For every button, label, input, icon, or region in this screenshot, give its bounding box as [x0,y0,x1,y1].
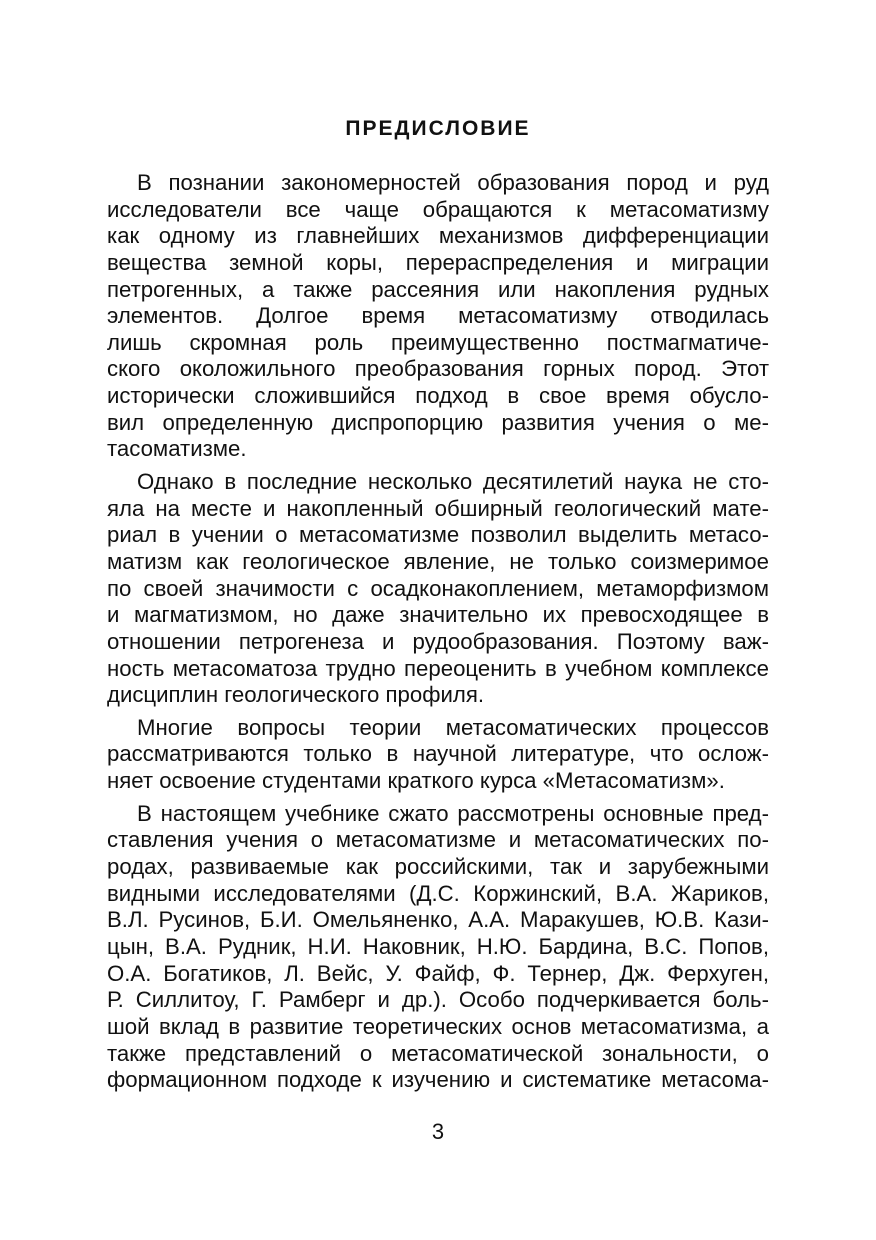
text-line: петрогенных, а также рассеяния или накопления рудных [107,276,769,302]
paragraph-2 [107,469,769,709]
text-line: няет освоение студентами краткого курса «Метасоматизм». [107,768,725,794]
text-line: элементов. Долгое время метасоматизму отводилась [107,303,769,329]
text-line: ность метасоматоза трудно переоценить в учебном комплексе [107,655,769,681]
paragraph-1 [107,170,769,463]
text-line: как одному из главнейших механизмов дифференциации [107,223,769,249]
page-title: ПРЕДИСЛОВИЕ [345,117,531,140]
text-line: цын, В.А. Рудник, Н.И. Наковник, Н.Ю. Бардина, В.С. Попов, [107,933,769,959]
text-line: В познании закономерностей образования пород и руд [137,170,769,195]
text-line: по своей значимости с осадконакоплением, метаморфизмом [107,575,769,601]
text-line: шой вклад в развитие теоретических основ метасоматизма, а [107,1013,769,1039]
text-line: дисциплин геологического профиля. [107,682,484,708]
text-line: риал в учении о метасоматизме позволил выделить метасо- [107,522,769,548]
text-line: тасоматизме. [107,436,247,462]
text-line: Р. Силлитоу, Г. Рамберг и др.). Особо подчеркивается боль- [107,987,769,1013]
text-line: В настоящем учебнике сжато рассмотрены основные пред- [137,800,769,826]
text-line: ского околожильного преобразования горных пород. Этот [107,356,769,382]
text-line: рассматриваются только в научной литературе, что ослож- [107,741,769,767]
text-line: лишь скромная роль преимущественно постмагматиче- [107,329,769,355]
text-line: яла на месте и накопленный обширный геологический мате- [107,495,769,521]
text-line: ставления учения о метасоматизме и метасоматических по- [107,827,769,853]
text-line: Однако в последние несколько десятилетий наука не сто- [137,469,769,495]
text-line: отношении петрогенеза и рудообразования. Поэтому важ- [107,628,769,654]
text-line: Многие вопросы теории метасоматических процессов [137,714,769,740]
text-line: формационном подходе к изучению и систематике метасома- [107,1067,769,1093]
preface-body [107,170,769,1100]
text-line: вещества земной коры, перераспределения и миграции [107,249,769,275]
page-number: 3 [431,1119,445,1144]
paragraph-4 [107,801,769,1094]
text-line: В.Л. Русинов, Б.И. Омельяненко, А.А. Маракушев, Ю.В. Кази- [107,907,769,933]
paragraph-3 [107,715,769,795]
text-line: исторически сложившийся подход в свое время обусло- [107,383,769,409]
text-line: и магматизмом, но даже значительно их превосходящее в [107,602,769,628]
text-line: исследователи все чаще обращаются к метасоматизму [107,196,769,222]
text-line: матизм как геологическое явление, не только соизмеримое [107,548,769,574]
text-line: О.А. Богатиков, Л. Вейс, У. Файф, Ф. Тернер, Дж. Ферхуген, [107,960,769,986]
text-line: также представлений о метасоматической зональности, о [107,1040,769,1066]
text-line: вил определенную диспропорцию развития учения о ме- [107,409,769,435]
text-line: видными исследователями (Д.С. Коржинский, В.А. Жариков, [107,880,769,906]
text-line: родах, развиваемые как российскими, так и зарубежными [107,854,769,880]
